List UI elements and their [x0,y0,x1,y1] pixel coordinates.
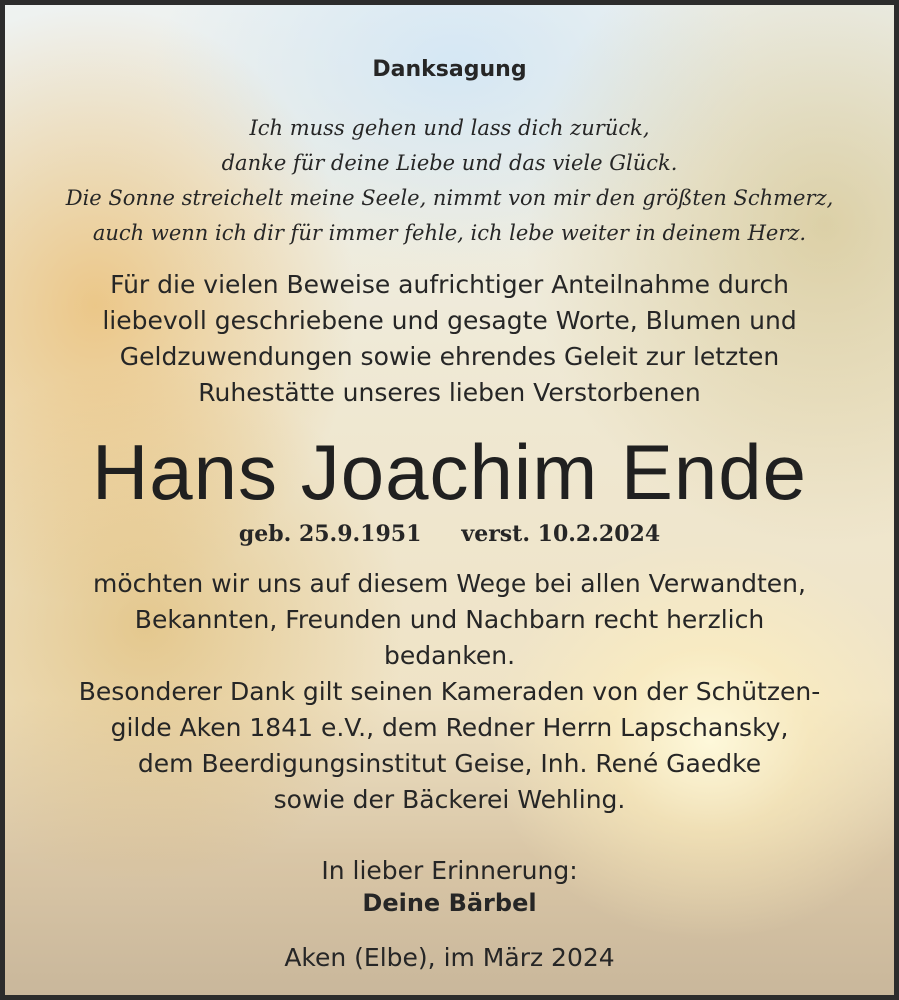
signature: Deine Bärbel [362,889,537,917]
thanks-line: möchten wir uns auf diesem Wege bei allen Verwandten, [93,569,806,598]
poem-line: Ich muss gehen und lass dich zurück, [249,116,650,140]
intro-line: Geldzuwendungen sowie ehrendes Geleit zur letzten [119,342,780,371]
remembrance-line: In lieber Erinnerung: [321,856,578,885]
heading: Danksagung [372,57,527,82]
intro-line: Für die vielen Beweise aufrichtiger Anteilnahme durch [110,270,789,299]
thanks-line: gilde Aken 1841 e.V., dem Redner Herrn Lapschansky, [110,713,789,742]
thanks-line: Bekannten, Freunden und Nachbarn recht herzlich [134,605,765,634]
death-date: verst. 10.2.2024 [461,521,661,547]
place-date: Aken (Elbe), im März 2024 [284,943,615,972]
intro-line: liebevoll geschriebene und gesagte Worte, Blumen und [102,306,797,335]
birth-date: geb. 25.9.1951 [238,521,422,547]
intro-text [5,267,894,411]
life-dates [5,521,894,547]
poem [5,111,894,251]
poem-line: auch wenn ich dir für immer fehle, ich lebe weiter in deinem Herz. [92,221,807,245]
thanks-line: bedanken. [383,641,516,670]
deceased-name: Hans Joachim Ende [91,428,808,516]
poem-line: danke für deine Liebe und das viele Glück. [221,151,678,175]
intro-line: Ruhestätte unseres lieben Verstorbenen [198,378,701,407]
poem-line: Die Sonne streichelt meine Seele, nimmt von mir den größten Schmerz, [65,186,834,210]
thanks-line: Besonderer Dank gilt seinen Kameraden von der Schützen- [78,677,821,706]
thanks-text [5,566,894,818]
thanks-line: sowie der Bäckerei Wehling. [273,785,626,814]
thanks-line: dem Beerdigungsinstitut Geise, Inh. René Gaedke [137,749,762,778]
